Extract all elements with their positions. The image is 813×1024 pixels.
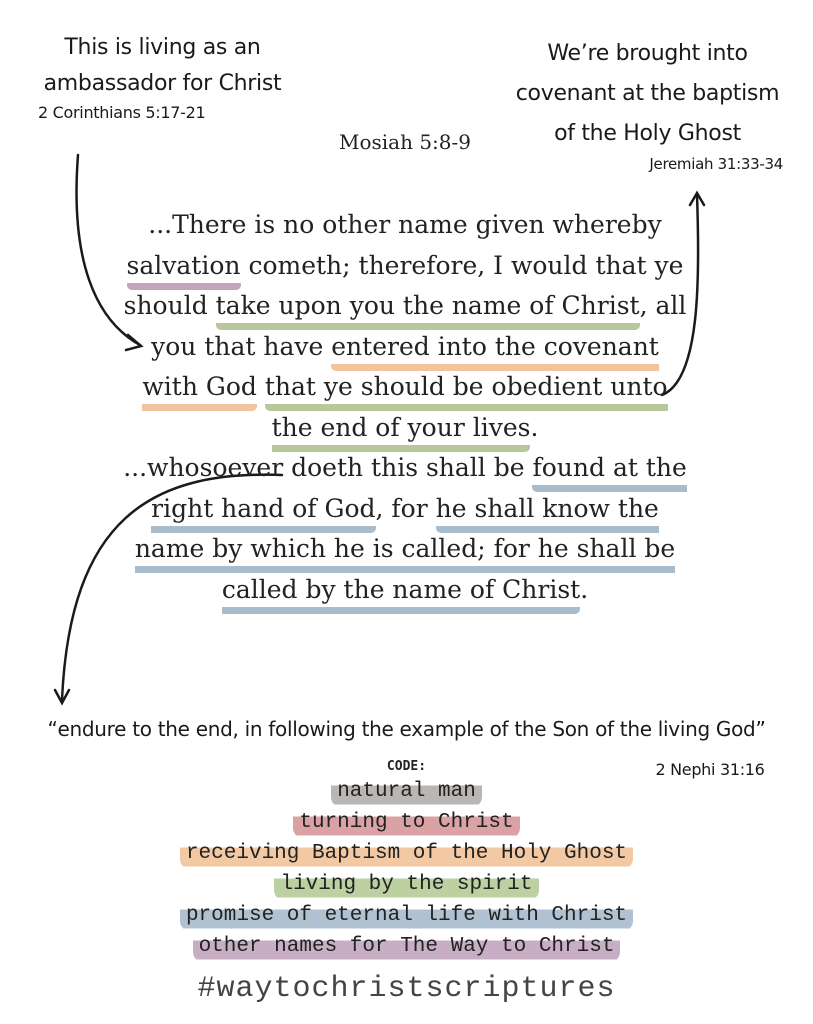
code-item-living-by-spirit: living by the spirit — [274, 869, 538, 900]
note-left-line1: This is living as an — [64, 35, 261, 60]
note-ambassador — [20, 30, 305, 124]
note-covenant — [500, 34, 795, 174]
highlight-salvation: salvation — [127, 251, 241, 290]
code-item-row — [0, 838, 813, 869]
verse-text: , all you that have — [151, 291, 687, 361]
code-item-eternal-life: promise of eternal life with Christ — [180, 900, 633, 931]
code-item-row — [0, 776, 813, 807]
code-item-turning-to-christ: turning to Christ — [293, 807, 519, 838]
quote-reference: 2 Nephi 31:16 — [655, 760, 765, 779]
quote-endure: “endure to the end, in following the example of the Son of the living God” — [47, 717, 766, 741]
verse-text: . — [530, 412, 539, 442]
code-title: CODE: — [386, 759, 427, 774]
verse-text — [257, 372, 265, 401]
code-item-row — [0, 807, 813, 838]
highlight-obedient: that ye should be obedient unto the end of your lives — [265, 372, 668, 452]
code-item-row — [0, 931, 813, 962]
verse-text: ...There is no other name given whereby — [148, 210, 662, 239]
verse-text: , for — [375, 493, 436, 523]
note-right-line1: We’re brought into — [547, 41, 748, 66]
note-right-reference: Jeremiah 31:33-34 — [649, 155, 783, 173]
code-item-other-names: other names for The Way to Christ — [193, 931, 621, 962]
code-item-row — [0, 869, 813, 900]
note-left-reference: 2 Corinthians 5:17-21 — [38, 103, 206, 122]
highlight-right-hand: found at the right hand of God — [151, 453, 687, 533]
verse-paragraph-2 — [120, 448, 690, 610]
highlight-covenant: entered into the covenant with God — [142, 332, 658, 412]
highlight-take-name: take upon you the name of Christ — [216, 291, 640, 330]
note-right-line3: of the Holy Ghost — [554, 121, 741, 146]
hashtag: #waytochristscriptures — [197, 972, 616, 1006]
verse-text: ...whosoever doeth this shall be — [123, 453, 533, 482]
verse-text: cometh; therefore, I would that ye should — [123, 250, 684, 320]
note-right-line2: covenant at the baptism — [515, 81, 780, 106]
code-item-row — [0, 900, 813, 931]
scripture-verse — [120, 205, 690, 610]
code-item-baptism-holy-ghost: receiving Baptism of the Holy Ghost — [180, 838, 633, 869]
color-code-legend — [0, 758, 813, 962]
verse-text: . — [580, 574, 589, 604]
verse-paragraph-1 — [120, 205, 690, 448]
note-left-line2: ambassador for Christ — [43, 71, 282, 96]
code-item-natural-man: natural man — [331, 776, 482, 807]
scripture-reference: Mosiah 5:8-9 — [338, 130, 471, 154]
highlight-name-of-christ: he shall know the name by which he is called; for he shall be called by the name of Christ — [135, 494, 675, 614]
